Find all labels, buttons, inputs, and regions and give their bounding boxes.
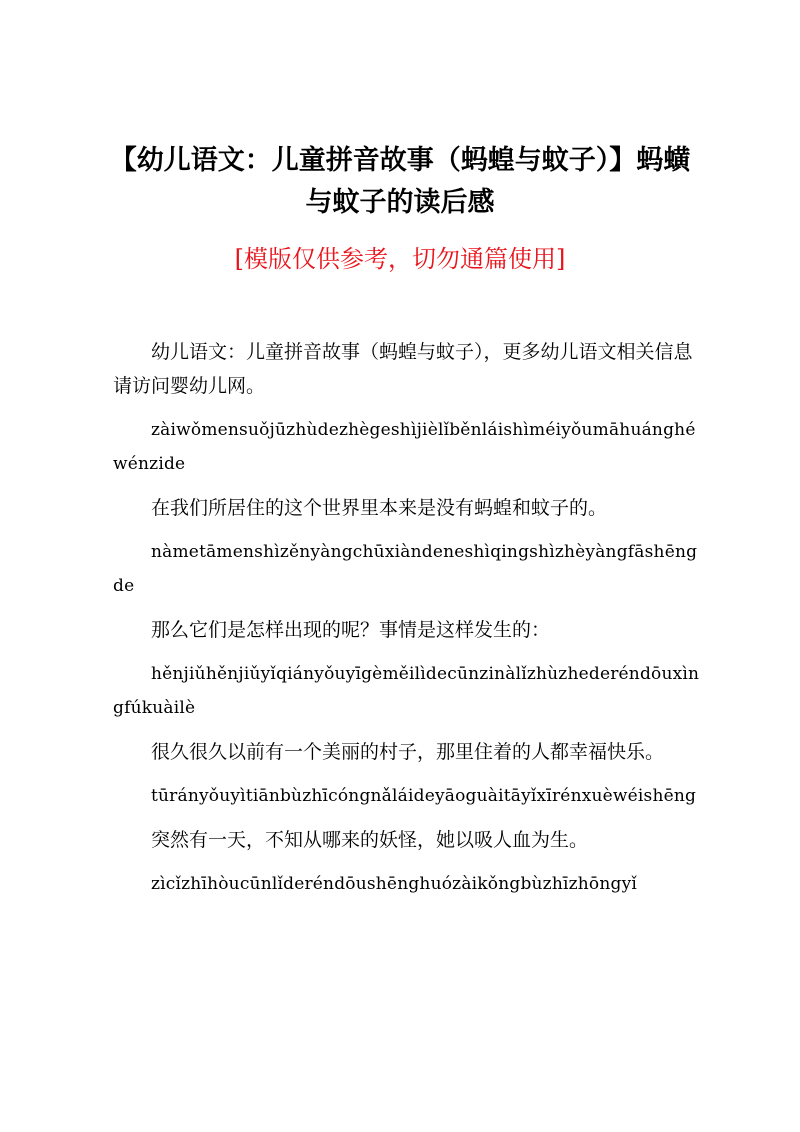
- paragraph: 在我们所居住的这个世界里本来是没有蚂蝗和蚊子的。: [151, 497, 608, 519]
- pinyin-paragraph: zìcǐzhīhòucūnlǐderéndōushēnghuózàikǒngbùzhīzhōngyǐ: [151, 874, 638, 894]
- document-body: [113, 335, 703, 911]
- pinyin-paragraph: tūrányǒuyìtiānbùzhīcóngnǎláideyāoguàitāyǐxīrénxuèwéishēng: [151, 786, 697, 806]
- paragraph: 幼儿语文：儿童拼音故事（蚂蝗与蚊子），更多幼儿语文相关信息请访问婴幼儿网。: [113, 341, 693, 397]
- document-title: 【幼儿语文：儿童拼音故事（蚂蝗与蚊子）】蚂蟥与蚊子的读后感: [109, 145, 691, 218]
- pinyin-paragraph: hěnjiǔhěnjiǔyǐqiányǒuyīgèměilìdecūnzinàlǐzhùzhederéndōuxìngfúkuàilè: [113, 664, 700, 718]
- paragraph: 那么它们是怎样出现的呢？事情是这样发生的：: [151, 619, 551, 641]
- pinyin-paragraph: zàiwǒmensuǒjūzhùdezhègeshìjièlǐběnláishìméiyǒumāhuánghéwénzide: [113, 420, 696, 474]
- paragraph: 很久很久以前有一个美丽的村子，那里住着的人都幸福快乐。: [151, 741, 665, 763]
- pinyin-paragraph: nàmetāmenshìzěnyàngchūxiàndeneshìqingshìzhèyàngfāshēngde: [113, 542, 698, 596]
- template-notice: [模版仅供参考，切勿通篇使用]: [234, 245, 566, 273]
- paragraph: 突然有一天，不知从哪来的妖怪，她以吸人血为生。: [151, 829, 589, 851]
